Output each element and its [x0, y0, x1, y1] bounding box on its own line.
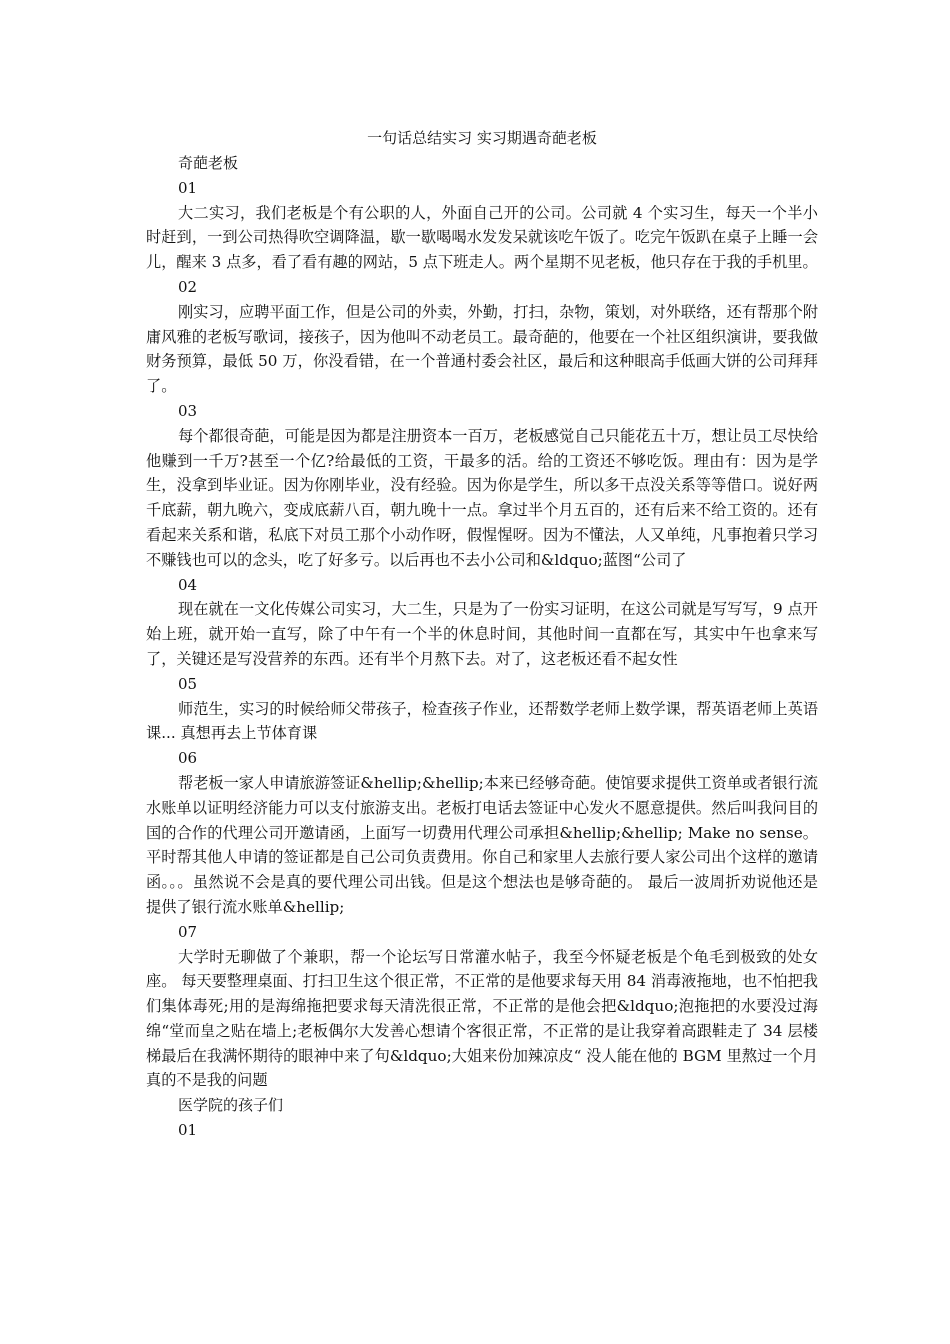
item-number: 05	[178, 674, 198, 693]
section-heading: 奇葩老板	[178, 154, 239, 172]
item-number: 01	[178, 1121, 198, 1140]
paragraph: 大二实习，我们老板是个有公职的人，外面自己开的公司。公司就 4 个实习生，每天一个半小时赶到，一到公司热得吹空调降温，歇一歇喝喝水发发呆就该吃午饭了。吃完午饭趴在桌子上睡一会儿，醒来 3 点多，看了看有趣的网站，5 点下班走人。两个星期不见老板，他只存在于我的手机里。	[146, 203, 818, 272]
paragraph: 每个都很奇葩，可能是因为都是注册资本一百万，老板感觉自己只能花五十万，想让员工尽快给他赚到一千万?甚至一个亿?给最低的工资，干最多的活。给的工资还不够吃饭。理由有：因为是学生，没拿到毕业证。因为你刚毕业，没有经验。因为你是学生，所以多干点没关系等等借口。说好两千底薪，朝九晚六，变成底薪八百，朝九晚十一点。拿过半个月五百的，还有后来不给工资的。还有看起来关系和谐，私底下对员工那个小动作呀，假惺惺呀。因为不懂法，人又单纯，凡事抱着只学习不赚钱也可以的念头，吃了好多亏。以后再也不去小公司和&ldquo;蓝图“公司了	[146, 426, 818, 569]
item-number: 06	[178, 749, 198, 768]
item-number: 04	[178, 575, 198, 594]
section-heading: 医学院的孩子们	[178, 1096, 284, 1115]
paragraph: 大学时无聊做了个兼职，帮一个论坛写日常灌水帖子，我至今怀疑老板是个龟毛到极致的处女座。 每天要整理桌面、打扫卫生这个很正常，不正常的是他要求每天用 84 消毒液拖地，也不怕把我们集体毒死;用的是海绵拖把要求每天清洗很正常，不正常的是他会把&ldquo;泡拖把的水要没过海绵“堂而皇之贴在墙上;老板偶尔大发善心想请个客很正常，不正常的是让我穿着高跟鞋走了 34 层楼梯最后在我满怀期待的眼神中来了句&ldquo;大姐来份加辣凉皮“ 没人能在他的 BGM 里熬过一个月真的不是我的问题	[146, 947, 818, 1090]
paragraph: 刚实习，应聘平面工作，但是公司的外卖，外勤，打扫，杂物，策划，对外联络，还有帮那个附庸风雅的老板写歌词，接孩子，因为他叫不动老员工。最奇葩的，他要在一个社区组织演讲，要我做财务预算，最低 50 万，你没看错，在一个普通村委会社区，最后和这种眼高手低画大饼的公司拜拜了。	[146, 302, 818, 396]
document-title: 一句话总结实习 实习期遇奇葩老板	[367, 129, 597, 147]
item-number: 02	[178, 277, 198, 296]
document-page	[146, 126, 818, 1143]
paragraph: 师范生，实习的时候给师父带孩子，检查孩子作业，还帮数学老师上数学课，帮英语老师上英语课... 真想再去上节体育课	[146, 699, 818, 743]
paragraph: 帮老板一家人申请旅游签证&hellip;&hellip;本来已经够奇葩。使馆要求提供工资单或者银行流水账单以证明经济能力可以支付旅游支出。老板打电话去签证中心发火不愿意提供。然后叫我问目的国的合作的代理公司开邀请函，上面写一切费用代理公司承担&hellip;&hellip; Make no sense。平时帮其他人申请的签证都是自己公司负责费用。你自己和家里人去旅行要人家公司出个这样的邀请函。。。虽然说不会是真的要代理公司出钱。但是这个想法也是够奇葩的。 最后一波周折劝说他还是提供了银行流水账单&hellip;	[146, 773, 818, 916]
item-number: 01	[178, 178, 198, 197]
item-number: 03	[178, 401, 198, 420]
item-number: 07	[178, 922, 198, 941]
paragraph: 现在就在一文化传媒公司实习，大二生，只是为了一份实习证明，在这公司就是写写写，9 点开始上班，就开始一直写，除了中午有一个半的休息时间，其他时间一直都在写，其实中午也拿来写了，关键还是写没营养的东西。还有半个月熬下去。对了，这老板还看不起女性	[146, 600, 818, 668]
